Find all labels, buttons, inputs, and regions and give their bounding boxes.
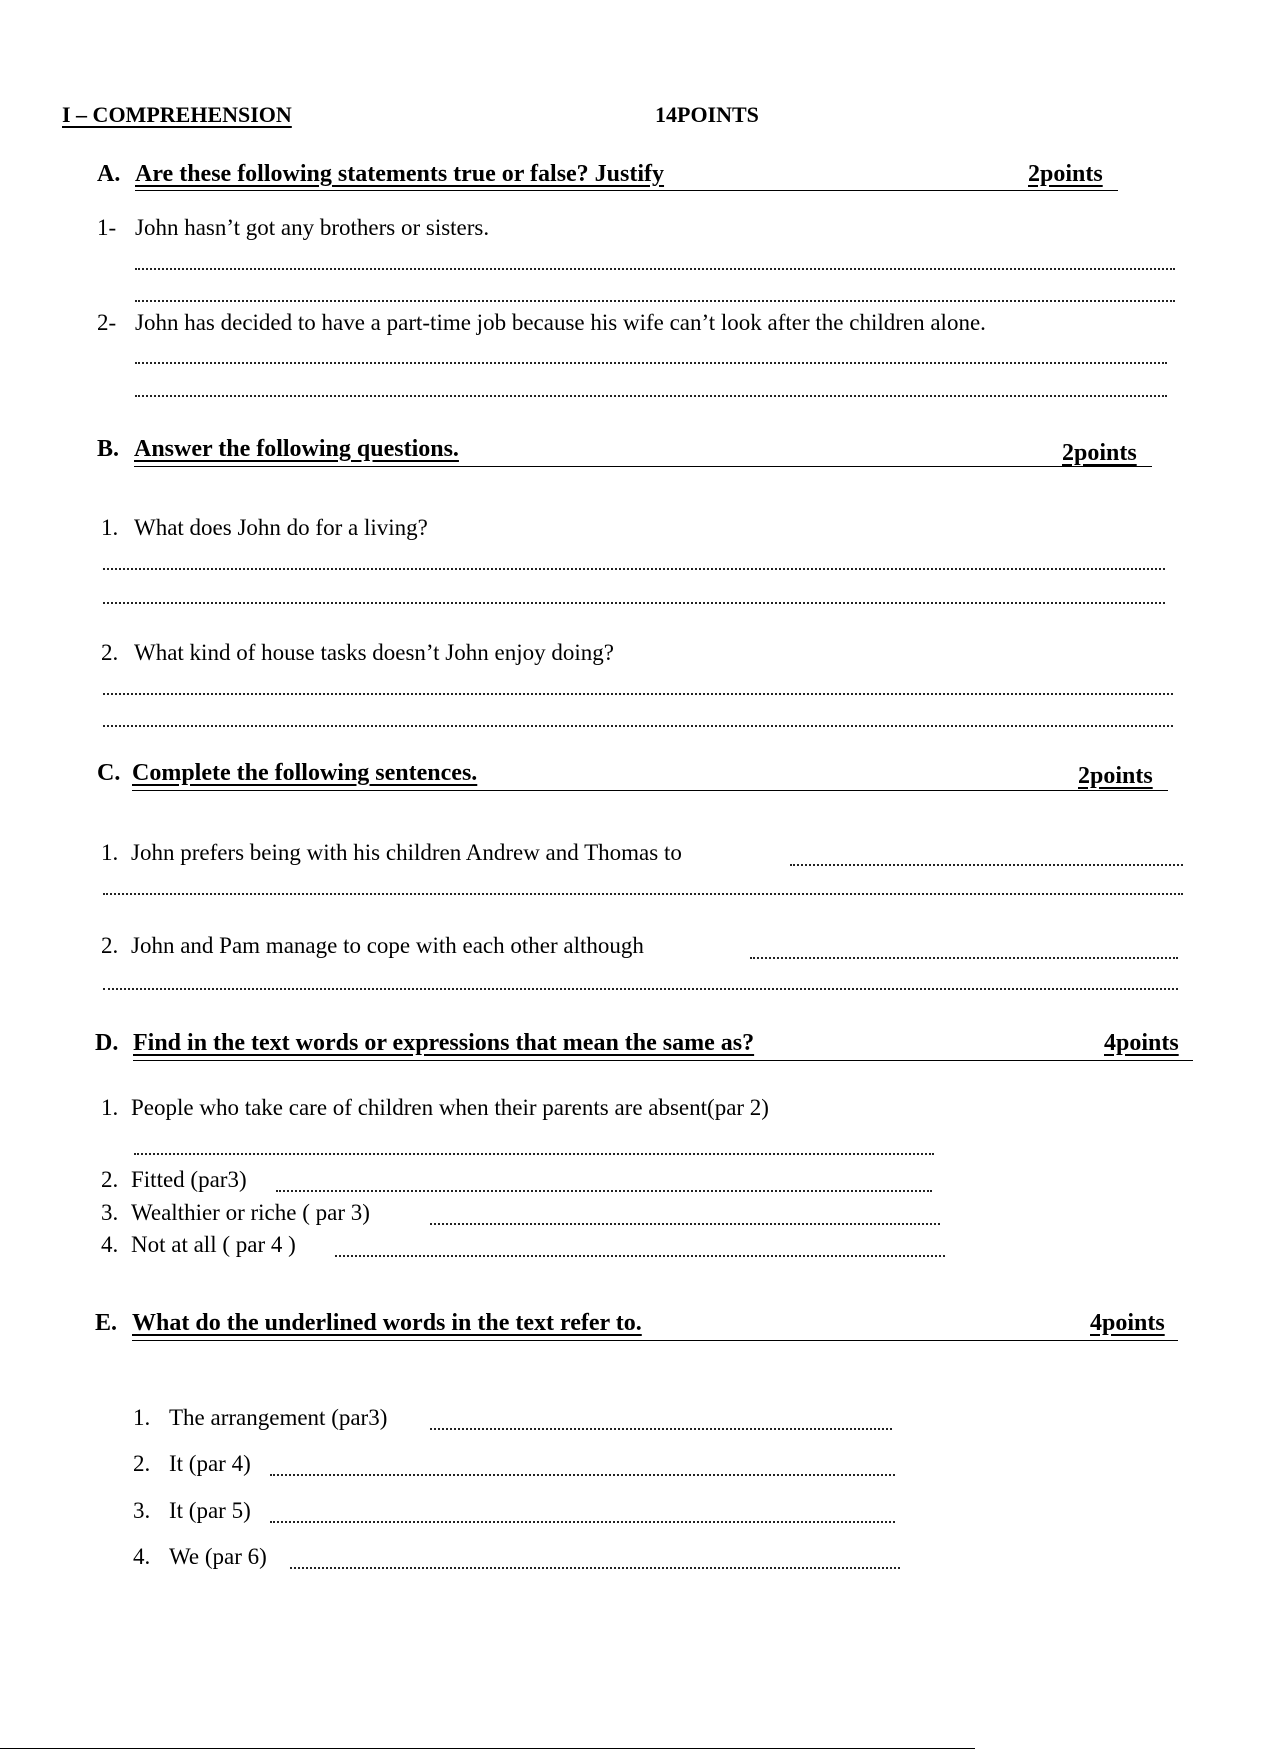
question-a2-number: 2- bbox=[97, 310, 117, 335]
question-e3-text: It (par 5) bbox=[169, 1498, 251, 1523]
section-a-title: Are these following statements true or false? Justify bbox=[135, 161, 665, 187]
answer-line[interactable] bbox=[103, 568, 1165, 570]
question-a1-text: John hasn’t got any brothers or sisters. bbox=[135, 215, 490, 240]
section-d-letter: D. bbox=[95, 1030, 119, 1056]
answer-line[interactable] bbox=[276, 1190, 932, 1192]
section-e-points: 4points bbox=[1090, 1310, 1165, 1336]
answer-line[interactable] bbox=[290, 1567, 900, 1569]
answer-line[interactable] bbox=[430, 1428, 892, 1430]
answer-line[interactable] bbox=[135, 395, 1167, 397]
section-c-letter: C. bbox=[97, 760, 121, 786]
answer-line[interactable] bbox=[750, 957, 1178, 959]
section-b-title: Answer the following questions. bbox=[134, 436, 459, 462]
section-e-title: What do the underlined words in the text refer to. bbox=[132, 1310, 642, 1336]
section-e-rule bbox=[132, 1340, 1178, 1341]
answer-line[interactable] bbox=[103, 893, 1183, 895]
answer-line[interactable] bbox=[270, 1521, 895, 1523]
question-d1-number: 1. bbox=[101, 1095, 119, 1120]
question-e3-number: 3. bbox=[133, 1498, 151, 1523]
footer-rule bbox=[0, 1748, 975, 1749]
question-d1-text: People who take care of children when their parents are absent(par 2) bbox=[131, 1095, 769, 1120]
question-d2-number: 2. bbox=[101, 1167, 119, 1192]
answer-line[interactable] bbox=[103, 988, 1178, 990]
section-b-letter: B. bbox=[97, 436, 120, 462]
question-e1-number: 1. bbox=[133, 1405, 151, 1430]
question-d3-text: Wealthier or riche ( par 3) bbox=[131, 1200, 370, 1225]
question-c1-number: 1. bbox=[101, 840, 119, 865]
section-d-rule bbox=[133, 1060, 1193, 1061]
answer-line[interactable] bbox=[335, 1255, 945, 1257]
answer-line[interactable] bbox=[430, 1223, 940, 1225]
question-c2-text: John and Pam manage to cope with each other although bbox=[131, 933, 644, 958]
question-a1-number: 1- bbox=[97, 215, 117, 240]
answer-line[interactable] bbox=[103, 725, 1173, 727]
section-a-points: 2points bbox=[1028, 161, 1103, 187]
section-a-letter: A. bbox=[97, 161, 121, 187]
section-heading: I – COMPREHENSION bbox=[62, 102, 292, 127]
question-e4-text: We (par 6) bbox=[169, 1544, 267, 1569]
answer-line[interactable] bbox=[135, 300, 1175, 302]
answer-line[interactable] bbox=[103, 602, 1165, 604]
question-e2-number: 2. bbox=[133, 1451, 151, 1476]
question-e2-text: It (par 4) bbox=[169, 1451, 251, 1476]
question-b2-number: 2. bbox=[101, 640, 119, 665]
section-e-letter: E. bbox=[95, 1310, 118, 1336]
section-c-title: Complete the following sentences. bbox=[132, 760, 478, 786]
question-a2-text: John has decided to have a part-time job because his wife can’t look after the children alone. bbox=[135, 310, 986, 335]
answer-line[interactable] bbox=[790, 864, 1183, 866]
question-d2-text: Fitted (par3) bbox=[131, 1167, 247, 1192]
question-d3-number: 3. bbox=[101, 1200, 119, 1225]
question-d4-text: Not at all ( par 4 ) bbox=[131, 1232, 296, 1257]
total-points: 14POINTS bbox=[655, 102, 759, 127]
section-d-points: 4points bbox=[1104, 1030, 1179, 1056]
answer-line[interactable] bbox=[135, 268, 1175, 270]
question-d4-number: 4. bbox=[101, 1232, 119, 1257]
question-b2-text: What kind of house tasks doesn’t John enjoy doing? bbox=[134, 640, 614, 665]
question-c1-text: John prefers being with his children Andrew and Thomas to bbox=[131, 840, 682, 865]
question-e1-text: The arrangement (par3) bbox=[169, 1405, 388, 1430]
answer-line[interactable] bbox=[134, 1153, 934, 1155]
section-b-rule bbox=[134, 466, 1152, 467]
section-c-rule bbox=[132, 790, 1168, 791]
section-a-rule bbox=[135, 190, 1118, 191]
question-b1-number: 1. bbox=[101, 515, 119, 540]
section-d-title: Find in the text words or expressions that mean the same as? bbox=[133, 1030, 755, 1056]
section-c-points: 2points bbox=[1078, 763, 1153, 789]
answer-line[interactable] bbox=[270, 1474, 895, 1476]
answer-line[interactable] bbox=[103, 693, 1173, 695]
answer-line[interactable] bbox=[135, 362, 1167, 364]
question-c2-number: 2. bbox=[101, 933, 119, 958]
section-b-points: 2points bbox=[1062, 440, 1137, 466]
question-b1-text: What does John do for a living? bbox=[134, 515, 428, 540]
question-e4-number: 4. bbox=[133, 1544, 151, 1569]
